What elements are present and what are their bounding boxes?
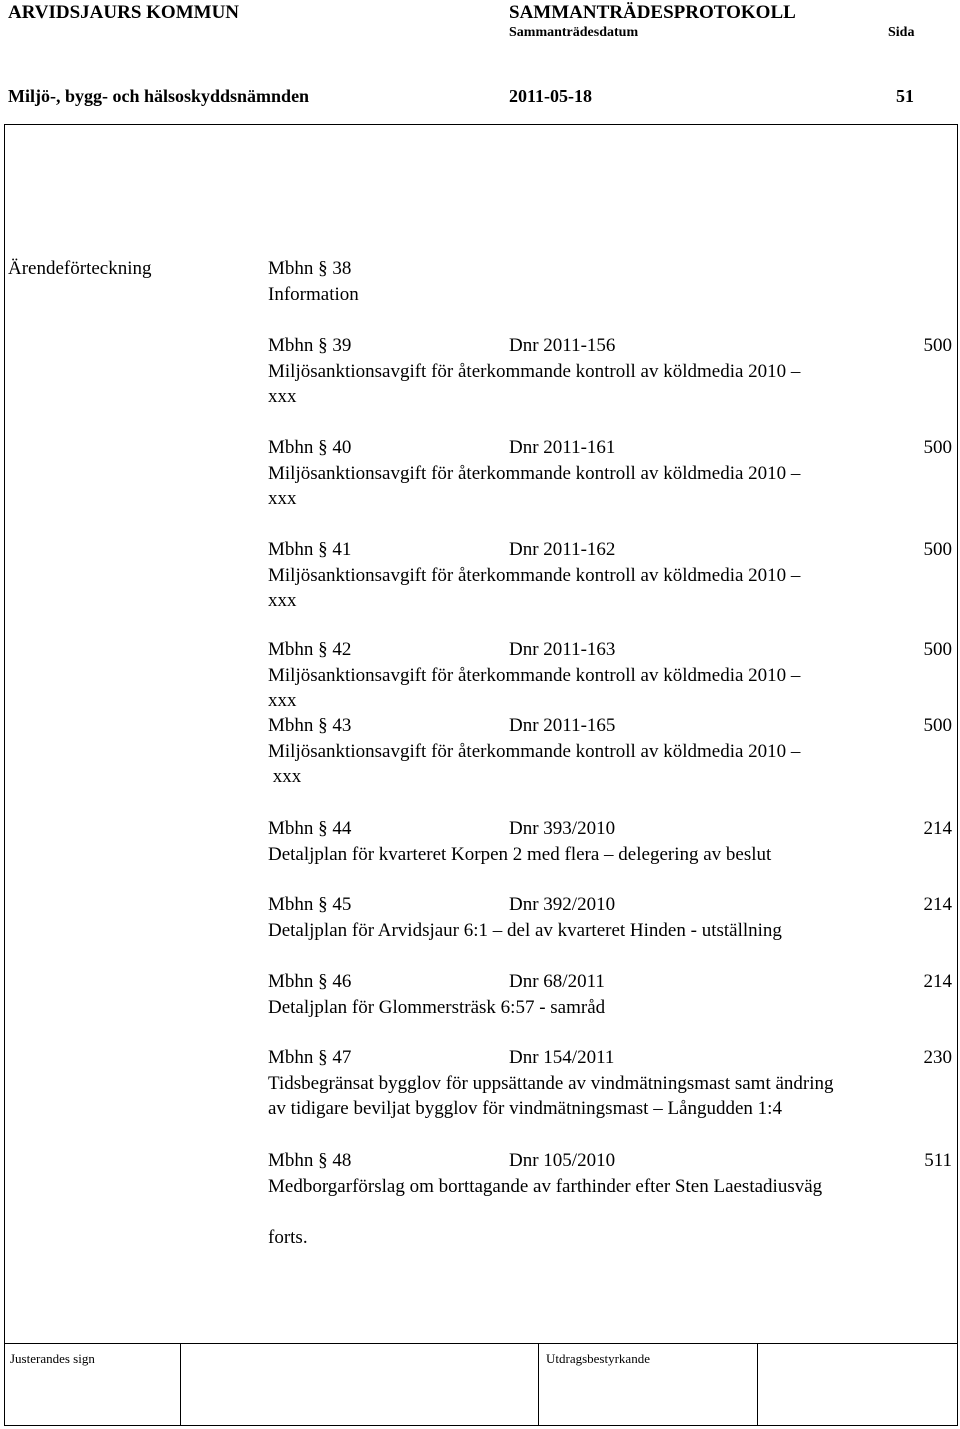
footer-divider — [757, 1344, 758, 1426]
justification-sign-label: Justerandes sign — [10, 1351, 95, 1366]
item-dnr: Dnr 2011-165 — [509, 715, 616, 736]
item-description-line: av tidigare beviljat bygglov för vindmätningsmast – Långudden 1:4 — [268, 1098, 782, 1119]
content-frame — [4, 124, 958, 1344]
item-number: Mbhn § 44 — [268, 818, 352, 839]
item-dnr: Dnr 105/2010 — [509, 1150, 616, 1171]
item-code: 500 — [923, 437, 952, 458]
item-dnr: Dnr 393/2010 — [509, 818, 616, 839]
item-description-line: Miljösanktionsavgift för återkommande kontroll av köldmedia 2010 – — [268, 564, 801, 586]
section-label: Ärendeförteckning — [8, 258, 152, 279]
item-code: 230 — [923, 1047, 952, 1068]
item-number: Mbhn § 38 — [268, 258, 352, 279]
continued-note: forts. — [268, 1227, 308, 1248]
item-code: 500 — [923, 715, 952, 736]
item-dnr: Dnr 392/2010 — [509, 894, 616, 915]
page-number: 51 — [896, 86, 914, 106]
item-description-line: Detaljplan för Arvidsjaur 6:1 – del av kvarteret Hinden - utställning — [268, 919, 782, 941]
item-dnr: Dnr 2011-163 — [509, 639, 616, 660]
footer-divider — [538, 1344, 539, 1426]
item-code: 214 — [923, 894, 952, 915]
item-number: Mbhn § 43 — [268, 715, 352, 736]
item-description-line: Medborgarförslag om borttagande av farthinder efter Sten Laestadiusväg — [268, 1175, 823, 1197]
item-description-line: xxx — [268, 590, 297, 611]
item-code: 500 — [923, 539, 952, 560]
item-dnr: Dnr 2011-161 — [509, 437, 616, 458]
meeting-date: 2011-05-18 — [509, 86, 592, 106]
meeting-date-label: Sammanträdesdatum — [509, 25, 639, 40]
item-description-line: xxx — [268, 488, 297, 509]
committee-name: Miljö-, bygg- och hälsoskyddsnämnden — [8, 86, 310, 106]
item-description-line: xxx — [268, 386, 297, 407]
item-description-line: Miljösanktionsavgift för återkommande kontroll av köldmedia 2010 – — [268, 360, 801, 382]
item-number: Mbhn § 42 — [268, 639, 352, 660]
item-number: Mbhn § 39 — [268, 335, 352, 356]
item-number: Mbhn § 40 — [268, 437, 352, 458]
item-description-line: Tidsbegränsat bygglov för uppsättande av vindmätningsmast samt ändring — [268, 1072, 834, 1094]
document-type: SAMMANTRÄDESPROTOKOLL — [509, 2, 796, 23]
footer-divider — [180, 1344, 181, 1426]
certification-label: Utdragsbestyrkande — [546, 1351, 650, 1366]
item-dnr: Dnr 68/2011 — [509, 971, 605, 992]
item-number: Mbhn § 41 — [268, 539, 352, 560]
item-description-line: Detaljplan för Glommersträsk 6:57 - samråd — [268, 996, 606, 1018]
item-number: Mbhn § 48 — [268, 1150, 352, 1171]
organization-name: ARVIDSJAURS KOMMUN — [8, 2, 240, 23]
item-description-line: Miljösanktionsavgift för återkommande kontroll av köldmedia 2010 – — [268, 740, 801, 762]
item-description-line: Miljösanktionsavgift för återkommande kontroll av köldmedia 2010 – — [268, 664, 801, 686]
item-code: 214 — [923, 971, 952, 992]
item-dnr: Dnr 2011-156 — [509, 335, 616, 356]
item-dnr: Dnr 154/2011 — [509, 1047, 615, 1068]
item-number: Mbhn § 45 — [268, 894, 352, 915]
item-dnr: Dnr 2011-162 — [509, 539, 616, 560]
item-description-line: xxx — [268, 766, 302, 787]
item-code: 500 — [923, 335, 952, 356]
item-description-line: Information — [268, 283, 359, 305]
item-number: Mbhn § 47 — [268, 1047, 352, 1068]
item-description-line: Detaljplan för kvarteret Korpen 2 med flera – delegering av beslut — [268, 843, 772, 865]
item-code: 500 — [923, 639, 952, 660]
item-number: Mbhn § 46 — [268, 971, 352, 992]
item-description-line: xxx — [268, 690, 297, 711]
item-code: 214 — [923, 818, 952, 839]
page-label: Sida — [888, 25, 915, 40]
item-description-line: Miljösanktionsavgift för återkommande kontroll av köldmedia 2010 – — [268, 462, 801, 484]
item-code: 511 — [924, 1150, 952, 1171]
footer-box — [4, 1344, 958, 1426]
